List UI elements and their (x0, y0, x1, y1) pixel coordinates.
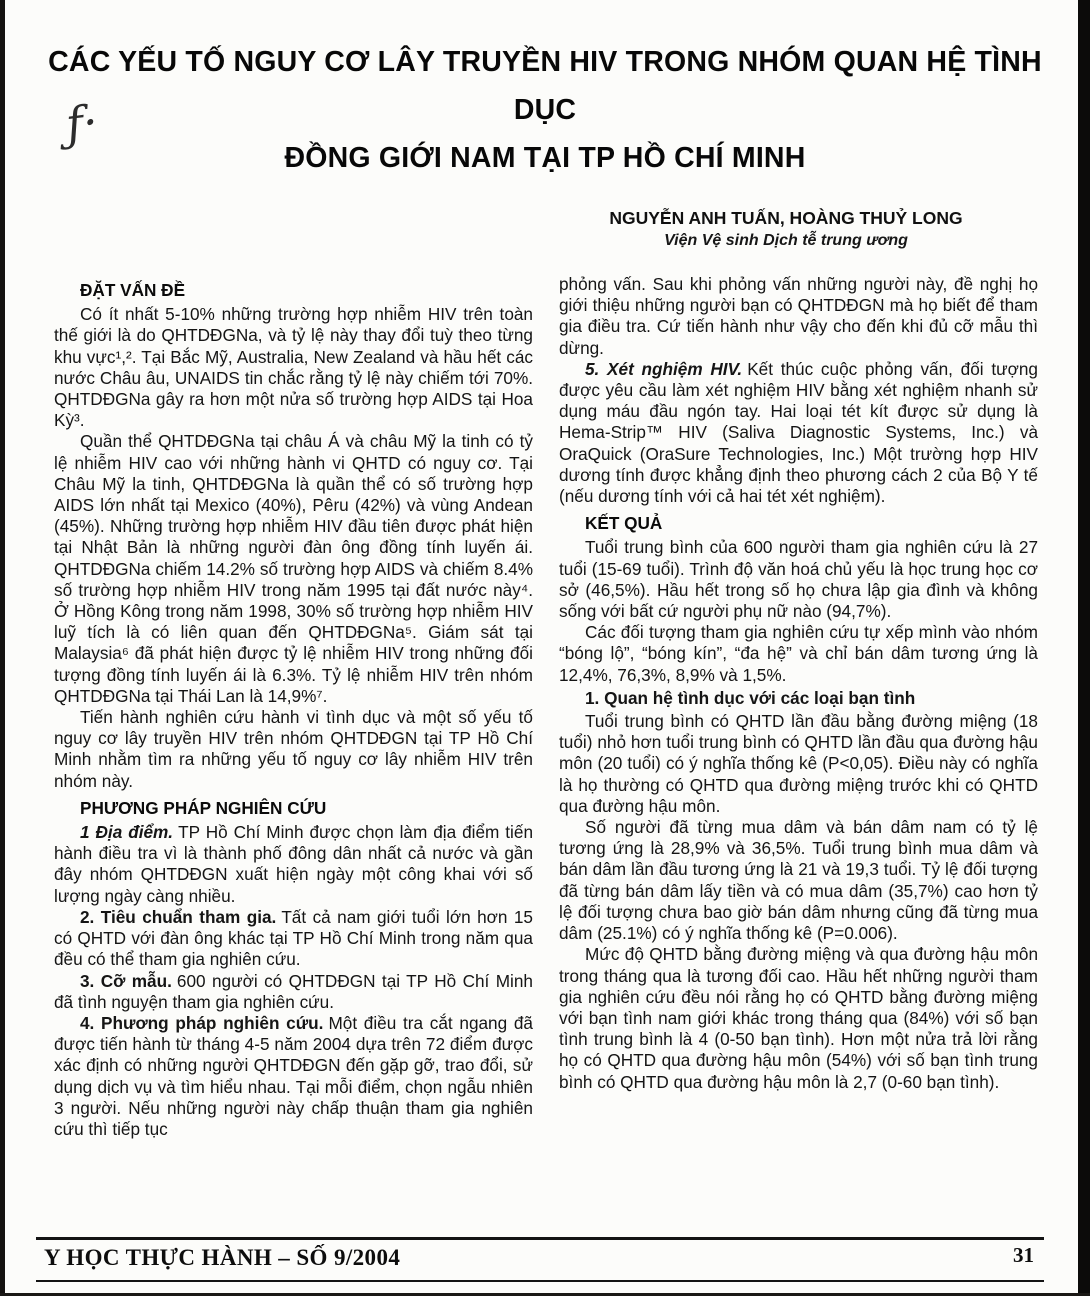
methods-paragraph-4-text: Một điều tra cắt ngang đã được tiến hành từ tháng 4-5 năm 2004 dựa trên 72 điểm được xác định có những người QHTDĐGN đến gặp gỡ, trao đổi, sử dụng dịch vụ và tìm hiểu nhau. Tại mỗi điểm, chọn ngẫu nhiên 3 người. Nếu những người này chấp thuận tham gia nghiên cứu thì tiếp tục (54, 1012, 533, 1139)
methods-paragraph-5-lead: 5. Xét nghiệm HIV. (585, 358, 743, 379)
methods-paragraph-2 (54, 907, 533, 971)
intro-paragraph-1: Có ít nhất 5-10% những trường hợp nhiễm HIV trên toàn thế giới là do QHTDĐGNa, và tỷ lệ này thay đổi tuỳ theo từng khu vực¹,². Tại Bắc Mỹ, Australia, New Zealand và hầu hết các nước Châu âu, UNAIDS tin chắc rằng tỷ lệ này chiếm tới 70%. QHTDĐGNa gây ra hơn một nửa số trường hợp AIDS tại Hoa Kỳ³. (54, 304, 533, 431)
scan-edge-right (1078, 0, 1090, 1296)
affiliation: Viện Vệ sinh Dịch tễ trung ương (664, 232, 908, 249)
byline (538, 208, 1034, 250)
methods-paragraph-1-text: TP Hồ Chí Minh được chọn làm địa điểm tiến hành điều tra vì là thành phố đông dân nhất cả nước và gần đây nhóm QHTDĐGN xuất hiện ngày một công khai với số lượng ngày càng nhiều. (54, 822, 533, 906)
methods-paragraph-4-lead: 4. Phương pháp nghiên cứu. (80, 1012, 324, 1033)
section-heading-intro: ĐẶT VẤN ĐỀ (80, 280, 186, 300)
methods-paragraph-2-lead: 2. Tiêu chuẩn tham gia. (80, 906, 277, 927)
results-paragraph-2: Các đối tượng tham gia nghiên cứu tự xếp mình vào nhóm “bóng lộ”, “bóng kín”, “đa hệ” và chỉ bán dâm tương ứng là 12,4%, 76,3%, 8,9% và 1,5%. (559, 622, 1038, 685)
methods-paragraph-5 (559, 359, 1038, 507)
methods-paragraph-2-text: Tất cả nam giới tuổi lớn hơn 15 có QHTD với đàn ông khác tại TP Hồ Chí Minh trong năm qua đều có thể tham gia nghiên cứu. (54, 906, 533, 970)
results-paragraph-1: Tuổi trung bình của 600 người tham gia nghiên cứu là 27 tuổi (15-69 tuổi). Trình độ văn hoá chủ yếu là học trung học cơ sở (46,5%). Hầu hết trong số họ chưa lập gia đình và không sống với bất cứ người phụ nữ nào (94,7%). (559, 537, 1038, 622)
scan-edge-left (0, 0, 5, 1296)
article-title-line2: ĐỒNG GIỚI NAM TẠI TP HỒ CHÍ MINH (284, 142, 806, 174)
methods-paragraph-1 (54, 822, 533, 907)
article-body (54, 274, 1038, 1140)
methods-paragraph-5-text: Kết thúc cuộc phỏng vấn, đối tượng được yêu cầu làm xét nghiệm HIV bằng xét nghiệm nhanh sử dụng máu đầu ngón tay. Hai loại tét kít được sử dụng là Hema-Strip™ HIV (Saliva Diagnostic Systems, Inc.) và OraQuick (OraSure Technologies, Inc.) Một trường hợp HIV dương tính được khẳng định theo phương cách 2 của Bộ Y tế (nếu dương tính với cả hai tét xét nghiệm). (559, 358, 1038, 507)
results-paragraph-4: Số người đã từng mua dâm và bán dâm nam có tỷ lệ tương ứng là 28,9% và 36,5%. Tuổi trung bình mua dâm và bán dâm lần đầu tương ứng là 21 và 19,3 tuổi. Tỷ lệ đối tượng đã từng bán dâm lấy tiền và có mua dâm (35,7%) cao hơn tỷ lệ đối tượng chưa bao giờ bán dâm nhưng cũng đã từng mua dâm (25.1%) có ý nghĩa thống kê (P=0.006). (559, 817, 1038, 944)
authors: NGUYỄN ANH TUẤN, HOÀNG THUỶ LONG (609, 208, 963, 228)
handwritten-mark: ƒ· (62, 94, 101, 152)
section-heading-methods: PHƯƠNG PHÁP NGHIÊN CỨU (80, 797, 327, 818)
page-number: 31 (1013, 1243, 1034, 1267)
intro-paragraph-2: Quần thể QHTDĐGNa tại châu Á và châu Mỹ la tinh có tỷ lệ nhiễm HIV cao với những hành vi QHTD có nguy cơ. Tại Châu Mỹ la tinh, QHTDĐGNa là quần thể có số trường hợp AIDS lớn nhất tại Mexico (40%), Pêru (42%) và vùng Andean (45%). Những trường hợp nhiễm HIV đầu tiên được phát hiện tại Nhật Bản là những người đàn ông đồng tính luyến ái. QHTDĐGNa chiếm 14.2% số trường hợp AIDS và chiếm 8.4% số trường hợp nhiễm HIV trong năm 1995 tại đất nước này⁴. Ở Hồng Kông trong năm 1998, 30% số trường hợp nhiễm HIV luỹ tích là có liên quan đến QHTDĐGNa⁵. Giám sát tại Malaysia⁶ đã phát hiện được tỷ lệ nhiễm HIV trong những đối tượng đồng tính luyến ái là 6.3%. Tỷ lệ nhiễm HIV trên nhóm QHTDĐGNa tại Thái Lan là 14,9%⁷. (54, 431, 533, 706)
page-footer (36, 1237, 1044, 1282)
section-heading-results: KẾT QUẢ (585, 513, 663, 534)
methods-paragraph-4 (54, 1013, 533, 1140)
journal-title: Y HỌC THỰC HÀNH – SỐ 9/2004 (44, 1245, 401, 1270)
right-column (559, 274, 1038, 1140)
results-subheading-1: 1. Quan hệ tình dục với các loại bạn tình (585, 687, 916, 708)
intro-paragraph-3: Tiến hành nghiên cứu hành vi tình dục và một số yếu tố nguy cơ lây truyền HIV trên nhóm QHTDĐGN tại TP Hồ Chí Minh nhằm tìm ra những yếu tố nguy cơ lây nhiễm HIV trên nhóm này. (54, 707, 533, 791)
results-paragraph-3: Tuổi trung bình có QHTD lần đầu bằng đường miệng (18 tuổi) nhỏ hơn tuổi trung bình có QHTD lần đầu qua đường hậu môn (20 tuổi) có ý nghĩa thống kê (P<0,05). Điều này có nghĩa là họ thường có QHTD qua đường miệng trước khi có QHTD qua đường hậu môn. (559, 711, 1038, 816)
article-title (44, 38, 1046, 182)
article-header (0, 0, 1090, 182)
article-title-line1: CÁC YẾU TỐ NGUY CƠ LÂY TRUYỀN HIV TRONG NHÓM QUAN HỆ TÌNH DỤC (48, 46, 1042, 126)
results-paragraph-5: Mức độ QHTD bằng đường miệng và qua đường hậu môn trong tháng qua là tương đối cao. Hầu hết những người tham gia nghiên cứu đều nói rằng họ có QHTD bằng đường miệng với bạn tình nam giới khác trong tháng qua (84%) với số bạn tình trung bình là 4 (0-50 bạn tình). Hơn một nửa trả lời rằng họ có QHTD qua đường hậu môn (54%) với số bạn tình trung bình có QHTD qua đường hậu môn là 2,7 (0-60 bạn tình). (559, 944, 1038, 1092)
methods-paragraph-3-lead: 3. Cỡ mẫu. (80, 970, 172, 991)
methods-paragraph-3-text: 600 người có QHTDĐGN tại TP Hồ Chí Minh đã tình nguyện tham gia nghiên cứu. (54, 970, 533, 1012)
methods-paragraph-1-lead: 1 Địa điểm. (80, 822, 174, 843)
left-column (54, 274, 533, 1140)
methods-paragraph-4-continuation: phỏng vấn. Sau khi phỏng vấn những người này, đề nghị họ giới thiệu những người bạn có QHTDĐGN mà họ biết để tham gia điều tra. Cứ tiến hành như vậy cho đến khi đủ cỡ mẫu thì dừng. (559, 274, 1038, 358)
methods-paragraph-3 (54, 971, 533, 1013)
